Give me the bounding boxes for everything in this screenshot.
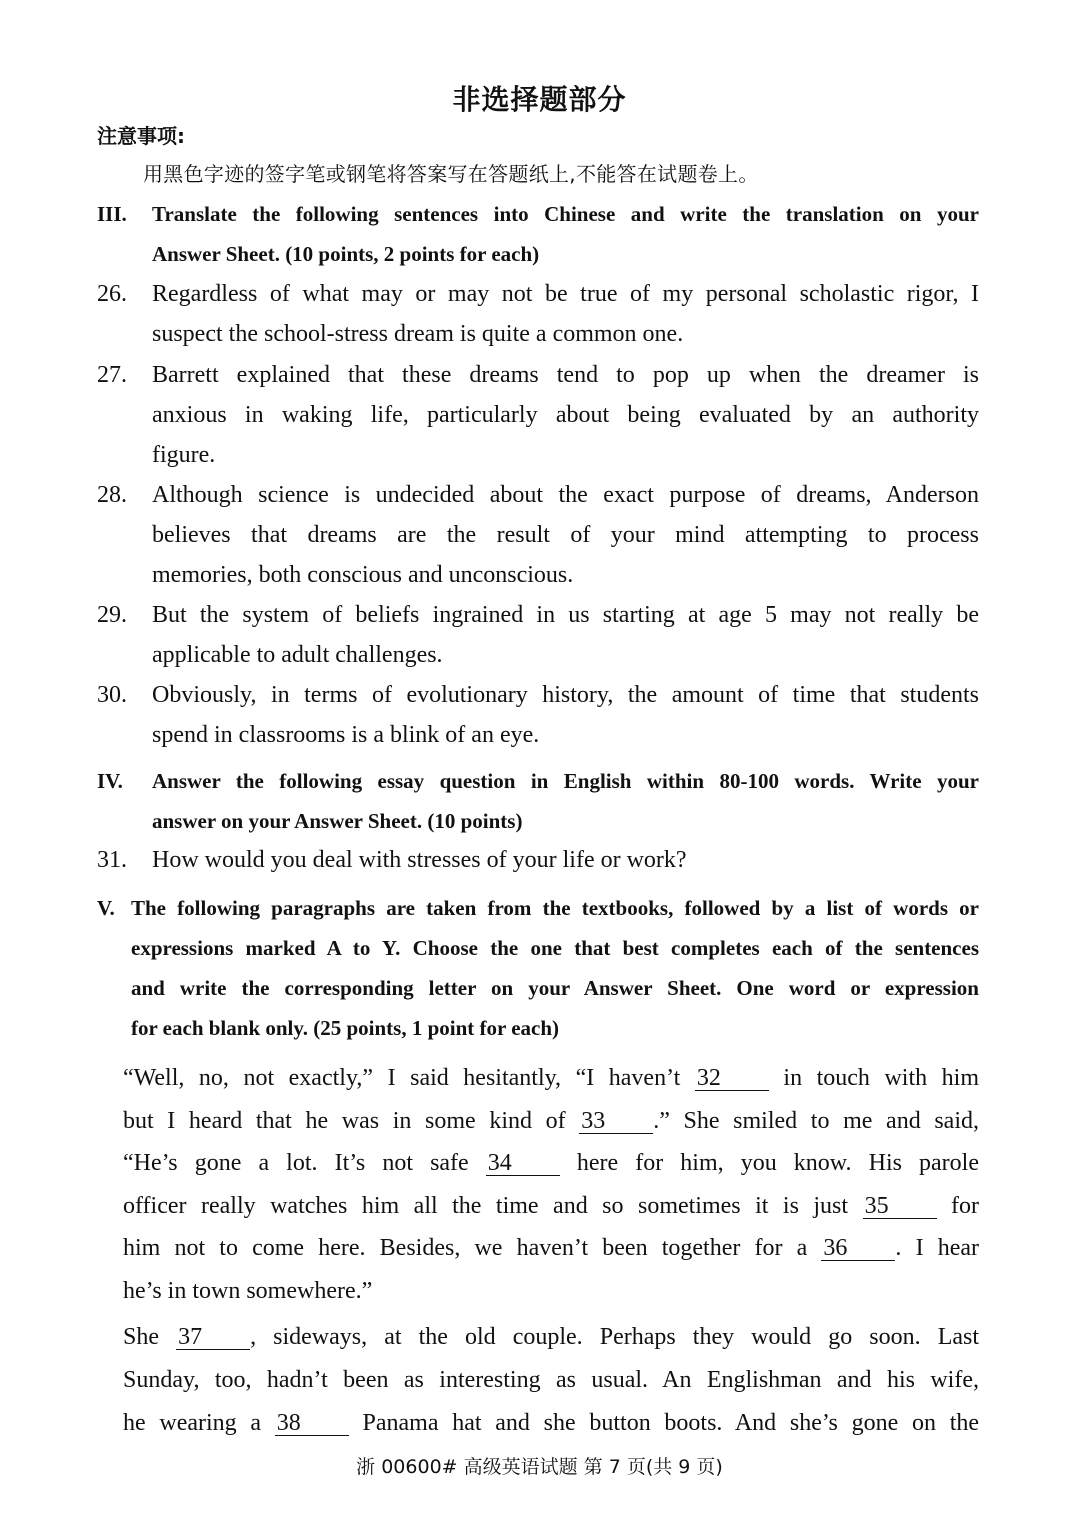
passage-text: but I heard that he was in some kind of	[123, 1107, 566, 1134]
passage-text: for	[951, 1192, 980, 1219]
passage-text: in touch with him	[783, 1065, 980, 1091]
blank-37: 37	[176, 1325, 250, 1350]
section-number: IV.	[97, 769, 123, 793]
section-v-instructions	[97, 888, 979, 1048]
blank-38: 38	[275, 1411, 349, 1436]
question-number: 30.	[97, 682, 127, 708]
passage-text: he wearing a	[123, 1410, 262, 1436]
question-line: Barrett explained that these dreams tend to pop up when the dreamer is	[152, 362, 979, 388]
question-number: 31.	[97, 847, 127, 873]
question-line: How would you deal with stresses of your life or work?	[152, 847, 687, 873]
question-28	[97, 475, 979, 595]
instruction-line: answer on your Answer Sheet. (10 points)	[152, 809, 523, 833]
instruction-line: Answer the following essay question in English within 80-100 words. Write your	[152, 769, 979, 793]
blank-35: 35	[863, 1194, 937, 1219]
question-number: 26.	[97, 281, 127, 307]
question-line: Although science is undecided about the exact purpose of dreams, Anderson	[152, 482, 979, 508]
passage-text: “He’s gone a lot. It’s not safe	[123, 1150, 469, 1176]
notice-text: 用黑色字迹的签字笔或钢笔将答案写在答题纸上,不能答在试题卷上。	[143, 162, 759, 186]
passage-line	[123, 1227, 979, 1270]
passage-text: here for him, you know. His parole	[576, 1150, 979, 1176]
instruction-line: The following paragraphs are taken from the textbooks, followed by a list of words or	[131, 896, 979, 920]
instruction-line: Answer Sheet. (10 points, 2 points for each)	[152, 242, 540, 266]
question-number: 28.	[97, 482, 127, 508]
question-line: Regardless of what may or may not be true of my personal scholastic rigor, I	[152, 281, 979, 307]
question-26	[97, 274, 979, 354]
passage-line	[123, 1185, 979, 1228]
passage-1	[123, 1057, 979, 1312]
question-30	[97, 675, 979, 755]
passage-line	[123, 1142, 979, 1185]
question-line: But the system of beliefs ingrained in us starting at age 5 may not really be	[152, 602, 979, 628]
passage-line: Sunday, too, hadn’t been as interesting as usual. An Englishman and his wife,	[123, 1367, 979, 1393]
question-27	[97, 355, 979, 475]
passage-line	[123, 1057, 979, 1100]
passage-line	[123, 1316, 979, 1359]
blank-33: 33	[579, 1109, 653, 1134]
question-line: memories, both conscious and unconscious.	[152, 562, 574, 588]
question-number: 29.	[97, 602, 127, 628]
instruction-line: for each blank only. (25 points, 1 point for each)	[131, 1016, 560, 1040]
section-iv-instructions	[97, 761, 979, 841]
passage-text: officer really watches him all the time and so sometimes it is just	[123, 1192, 849, 1219]
passage-line	[123, 1402, 979, 1445]
passage-text: She	[123, 1324, 159, 1350]
section-number: V.	[97, 896, 115, 920]
blank-36: 36	[821, 1236, 895, 1261]
question-line: anxious in waking life, particularly about being evaluated by an authority	[152, 402, 979, 428]
question-line: spend in classrooms is a blink of an eye.	[152, 722, 540, 748]
notice-label: 注意事项:	[97, 124, 185, 148]
passage-text: him not to come here. Besides, we haven’t been together for a	[123, 1235, 808, 1261]
passage-text: .” She smiled to me and said,	[653, 1107, 979, 1134]
instruction-line: and write the corresponding letter on your Answer Sheet. One word or expression	[131, 976, 979, 1000]
passage-text: , sideways, at the old couple. Perhaps they would go soon. Last	[250, 1324, 980, 1350]
page-footer: 浙 00600# 高级英语试题 第 7 页(共 9 页)	[356, 1456, 723, 1478]
section-number: III.	[97, 202, 127, 226]
passage-text: . I hear	[895, 1235, 979, 1261]
question-line: applicable to adult challenges.	[152, 642, 443, 668]
instruction-line: Translate the following sentences into Chinese and write the translation on your	[152, 202, 979, 226]
passage-text: Panama hat and she button boots. And she’s gone on the	[362, 1410, 980, 1436]
passage-line	[123, 1100, 979, 1143]
passage-2	[123, 1316, 979, 1445]
question-line: suspect the school-stress dream is quite a common one.	[152, 321, 684, 347]
question-line: believes that dreams are the result of your mind attempting to process	[152, 522, 979, 548]
passage-line: he’s in town somewhere.”	[123, 1277, 373, 1304]
question-29	[97, 595, 979, 675]
page-title: 非选择题部分	[452, 83, 627, 116]
instruction-line: expressions marked A to Y. Choose the one that best completes each of the sentences	[131, 936, 979, 960]
question-line: figure.	[152, 442, 216, 468]
blank-32: 32	[695, 1066, 769, 1091]
section-iii-instructions	[97, 194, 979, 274]
question-number: 27.	[97, 362, 127, 388]
passage-text: “Well, no, not exactly,” I said hesitantly, “I haven’t	[123, 1065, 681, 1091]
question-31	[97, 840, 979, 880]
question-line: Obviously, in terms of evolutionary history, the amount of time that students	[152, 682, 979, 708]
blank-34: 34	[486, 1151, 560, 1176]
